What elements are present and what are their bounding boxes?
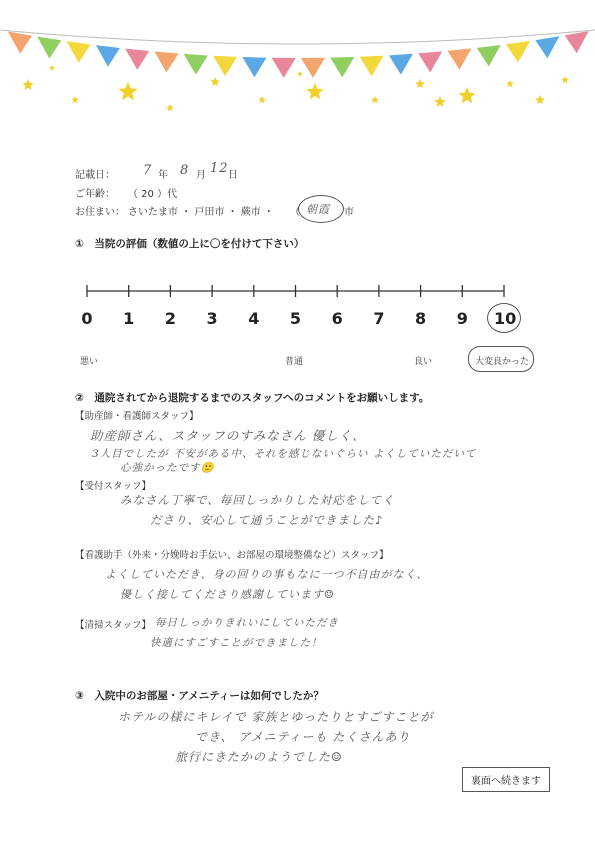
bunting-flags (8, 31, 589, 78)
age-value: （ 20 ）代 (128, 189, 178, 200)
star-icon (415, 79, 425, 88)
star-icon (22, 79, 33, 90)
assistant-staff-label: 【看護助手（外来・分娩時お手伝い、お部屋の環境整備など）スタッフ】 (75, 550, 389, 561)
residence-suffix: 市 (344, 207, 354, 218)
midwife-staff-label: 【助産師・看護師スタッフ】 (75, 411, 199, 422)
residence-other-value: 朝霞 (306, 203, 330, 216)
bunting-flag (477, 45, 501, 66)
scale-number-6[interactable]: 6 (331, 309, 343, 328)
star-icon (506, 80, 514, 87)
bunting-flag (242, 57, 266, 77)
scale-number-0[interactable]: 0 (81, 309, 93, 328)
reception-comment-line1: みなさん丁寧で、毎回しっかりした対応をしてく (120, 493, 395, 507)
bunting-flag (330, 57, 354, 77)
continue-on-back-note: 裏面へ続きます (462, 767, 550, 792)
bunting-flag (418, 51, 442, 72)
bunting-flag (155, 52, 179, 73)
cleaning-comment-line2: 快適にすごすことができました！ (150, 637, 323, 649)
scale-number-2[interactable]: 2 (164, 309, 176, 328)
bunting-flag (96, 45, 120, 66)
scale-number-9[interactable]: 9 (456, 309, 468, 328)
scale-number-8[interactable]: 8 (415, 309, 427, 328)
reception-staff-label: 【受付スタッフ】 (75, 481, 152, 492)
rating-selected-circle (487, 303, 521, 333)
date-month2-value: 8 (180, 163, 190, 178)
scale-number-10[interactable]: 10 (494, 309, 517, 328)
assistant-comment-line1: よくしていただき、身の回りの事もなに一つ不自由がなく、 (105, 568, 429, 581)
bunting-flag (8, 31, 32, 53)
bunting-flag (272, 58, 296, 78)
star-icon (118, 82, 137, 100)
date-month-value: 7 (143, 163, 153, 178)
date-day-value: 12 (210, 161, 229, 176)
scale-number-7[interactable]: 7 (373, 309, 385, 328)
star-icon (258, 96, 266, 103)
star-icon (434, 96, 445, 107)
bunting-flag (448, 48, 472, 69)
bunting-flag (184, 54, 208, 75)
scale-word-normal: 普通 (285, 357, 304, 367)
residence-open-paren: （ (290, 207, 300, 218)
star-icon (49, 65, 55, 70)
midwife-comment-line3: 心強かったです🙂 (120, 462, 215, 474)
star-icon (371, 96, 379, 103)
amenity-comment-line2: でき、 アメニティーも たくさんあり (195, 730, 411, 744)
bunting-flag (37, 37, 61, 59)
bunting-flag (535, 36, 559, 58)
section3-title: ③ 入院中のお部屋・アメニティーは如何でしたか？ (75, 690, 324, 702)
scale-number-3[interactable]: 3 (206, 309, 218, 328)
cleaning-staff-label: 【清掃スタッフ】 (75, 620, 152, 631)
residence-options: さいたま市 ・ 戸田市 ・ 蕨市 ・ (128, 207, 274, 218)
month-char: 月 (196, 170, 206, 181)
bunting-flag (506, 41, 530, 63)
scale-number-1[interactable]: 1 (123, 309, 135, 328)
bunting-flag (565, 31, 589, 53)
day-char: 日 (228, 170, 238, 181)
scale-word-bad: 悪い (80, 357, 99, 367)
midwife-comment-line1: 助産師さん、スタッフのすみなさん 優しく、 (90, 428, 366, 443)
cleaning-comment-line1: 毎日しっかりきれいにしていただき (155, 617, 339, 629)
year-char: 年 (158, 170, 168, 181)
bunting-flag (360, 56, 384, 77)
midwife-comment-line2: 3人目でしたが 不安がある中、それを感じないぐらい よくしていただいて (92, 448, 477, 460)
assistant-comment-line2: 優しく接してくださり感謝しています☺ (120, 588, 335, 601)
scale-number-5[interactable]: 5 (289, 309, 302, 328)
star-decorations (22, 65, 569, 111)
section1-title: ① 当院の評価（数値の上に〇を付けて下さい） (75, 238, 305, 250)
star-icon (166, 104, 174, 111)
star-icon (306, 83, 323, 99)
star-icon (458, 87, 475, 103)
bunting-banner (0, 0, 595, 120)
star-icon (297, 71, 303, 76)
bunting-flag (389, 54, 413, 75)
scale-number-4[interactable]: 4 (248, 309, 260, 328)
scale-word-good: 良い (414, 357, 433, 367)
star-icon (535, 95, 545, 104)
bunting-flag (67, 41, 91, 63)
star-icon (210, 77, 220, 86)
bunting-flag (125, 49, 149, 70)
date-label: 記載日： (75, 170, 115, 181)
age-label: ご年齢： (75, 189, 115, 200)
star-icon (561, 76, 569, 83)
section2-title: ② 通院されてから退院するまでのスタッフへのコメントをお願いします。 (75, 392, 430, 404)
bunting-flag (213, 56, 237, 77)
star-icon (71, 96, 79, 103)
reception-comment-line2: ださり、安心して通うことができました♪ (150, 513, 384, 527)
amenity-comment-line3: 旅行にきたかのようでした☺ (175, 750, 343, 764)
amenity-comment-line1: ホテルの様にキレイで 家族とゆったりとすごすことが (118, 710, 434, 724)
scale-word-very-good: 大変良かった (475, 357, 530, 367)
bunting-flag (301, 58, 325, 78)
residence-label: お住まい： (75, 207, 125, 218)
